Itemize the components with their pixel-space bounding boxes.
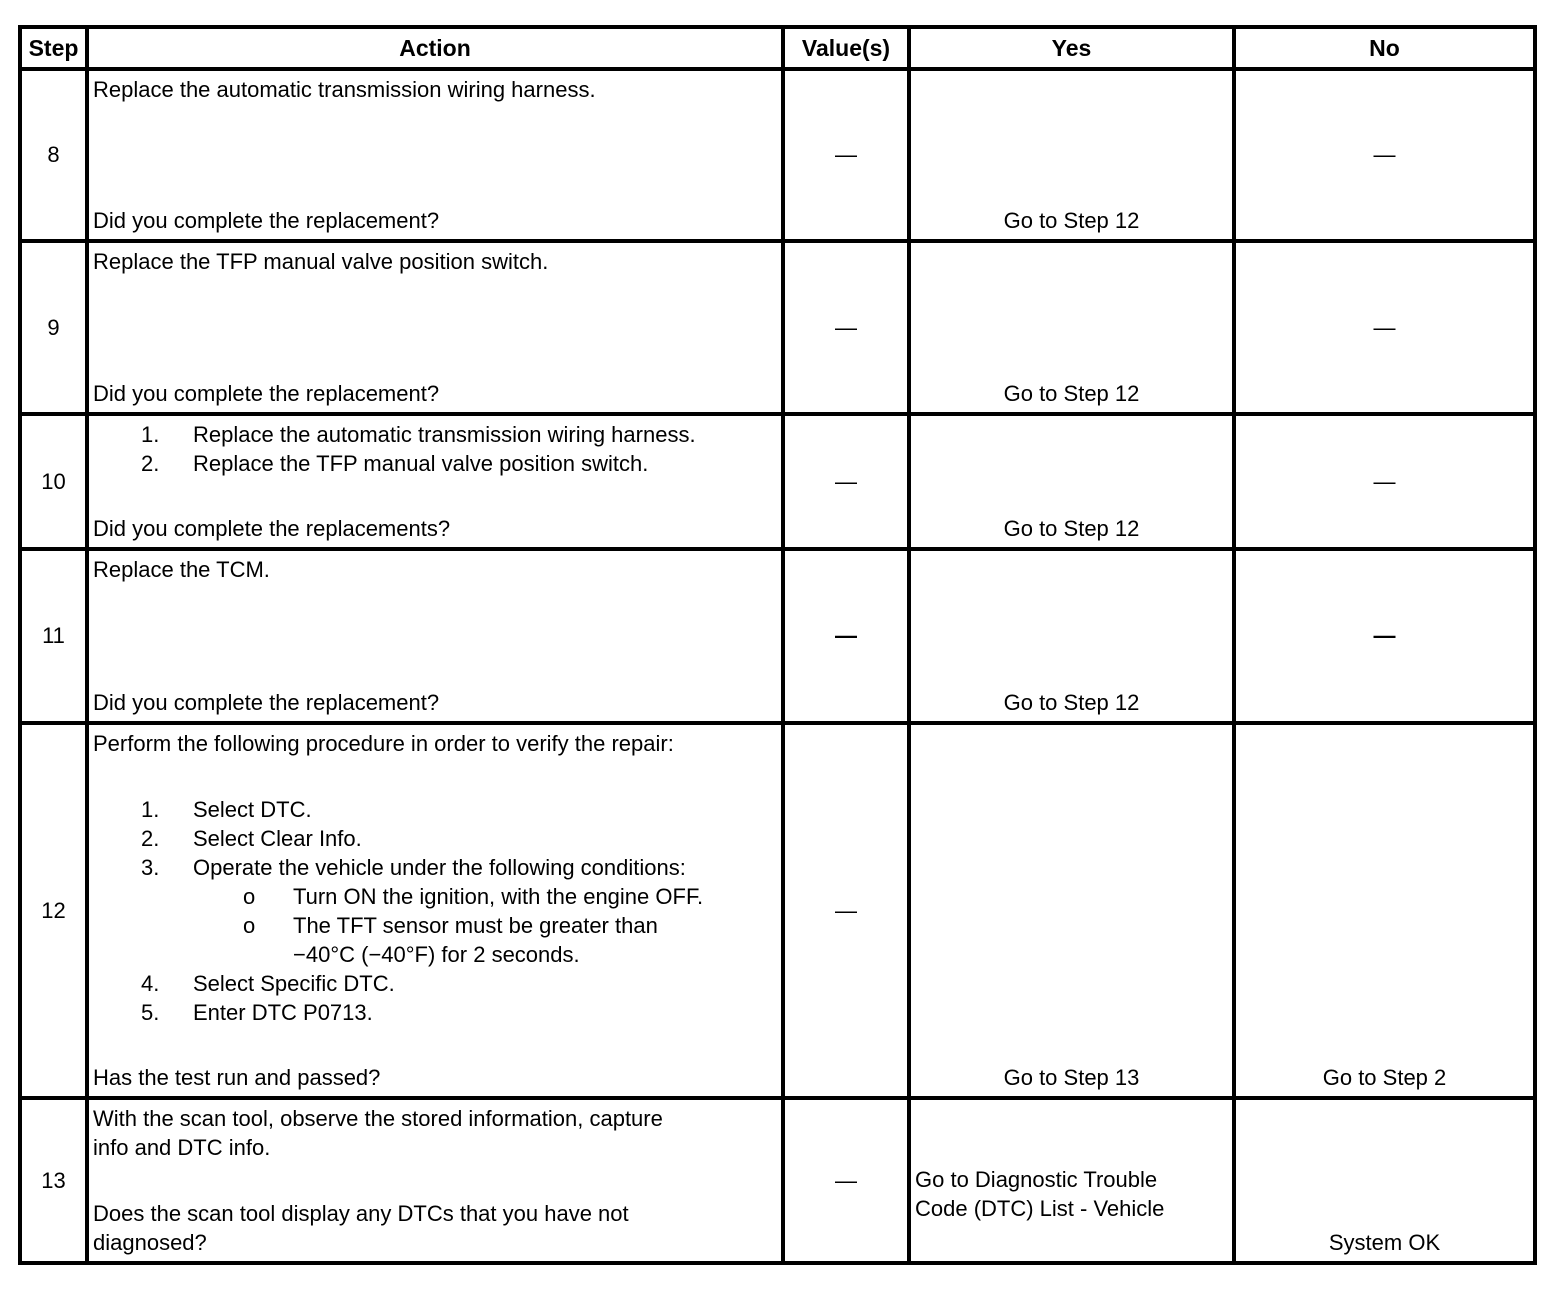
value-dash: — (835, 623, 857, 648)
step-number: 11 (20, 549, 87, 723)
header-yes: Yes (909, 27, 1234, 69)
list-item: 2. Replace the TFP manual valve position switch. (141, 451, 649, 476)
action-question: Did you complete the replacement? (93, 208, 440, 233)
table-row-step-8 (20, 69, 1535, 241)
no-cell (1234, 241, 1535, 414)
header-values: Value(s) (783, 27, 909, 69)
yes-cell (909, 69, 1234, 241)
action-list (93, 420, 777, 478)
list-item: 5. Enter DTC P0713. (141, 999, 373, 1025)
value-dash: — (835, 314, 857, 340)
step-number: 9 (20, 241, 87, 414)
yes-cell (909, 414, 1234, 549)
action-question: Has the test run and passed? (93, 1065, 381, 1090)
action-question: Does the scan tool display any DTCs that you have not diagnosed? (93, 1201, 629, 1255)
no-dash: — (1373, 142, 1396, 167)
no-cell (1234, 414, 1535, 549)
no-text: Go to Step 2 (1322, 1065, 1447, 1090)
action-question: Did you complete the replacement? (93, 381, 440, 406)
header-no: No (1234, 27, 1535, 69)
action-cell (87, 549, 783, 723)
no-dash: — (1373, 623, 1396, 648)
action-cell (87, 241, 783, 414)
action-cell (87, 414, 783, 549)
value-cell (783, 414, 909, 549)
yes-text: Go to Step 12 (1003, 690, 1140, 715)
header-row (20, 27, 1535, 69)
header-step: Step (20, 27, 87, 69)
action-text: Perform the following procedure in order to verify the repair: (93, 731, 674, 756)
list-item: 1. Select DTC. (141, 796, 312, 822)
table-row-step-12 (20, 723, 1535, 1098)
table-row-step-10 (20, 414, 1535, 549)
no-cell (1234, 723, 1535, 1098)
step-number: 13 (20, 1098, 87, 1263)
table-row-step-13 (20, 1098, 1535, 1263)
header-action: Action (87, 27, 783, 69)
value-dash: — (835, 897, 857, 923)
action-text: With the scan tool, observe the stored information, capture info and DTC info. (93, 1106, 663, 1160)
yes-text: Go to Step 13 (1003, 1065, 1140, 1090)
procedure-list (93, 795, 777, 1027)
action-question: Did you complete the replacements? (93, 516, 451, 541)
no-cell (1234, 549, 1535, 723)
step-number: 12 (20, 723, 87, 1098)
value-cell (783, 549, 909, 723)
step-number: 10 (20, 414, 87, 549)
no-dash: — (1373, 468, 1396, 494)
action-cell (87, 69, 783, 241)
value-cell (783, 1098, 909, 1263)
sub-list-item: o Turn ON the ignition, with the engine OFF. (243, 883, 704, 909)
no-dash: — (1373, 314, 1396, 340)
yes-cell (909, 549, 1234, 723)
yes-text: Go to Diagnostic Trouble Code (DTC) List - Vehicle (915, 1166, 1165, 1221)
yes-cell (909, 723, 1234, 1098)
yes-cell (909, 241, 1234, 414)
value-cell (783, 69, 909, 241)
action-cell (87, 1098, 783, 1263)
list-item: 1. Replace the automatic transmission wiring harness. (141, 422, 696, 447)
list-item: 2. Select Clear Info. (141, 825, 362, 851)
no-cell (1234, 1098, 1535, 1263)
action-cell (87, 723, 783, 1098)
action-text: Replace the TFP manual valve position switch. (93, 249, 549, 274)
yes-text: Go to Step 12 (1003, 381, 1140, 406)
value-cell (783, 723, 909, 1098)
yes-cell (909, 1098, 1234, 1263)
action-text: Replace the TCM. (93, 557, 270, 582)
value-dash: — (835, 142, 857, 167)
step-number: 8 (20, 69, 87, 241)
no-cell (1234, 69, 1535, 241)
list-item: 3. Operate the vehicle under the following conditions: (141, 854, 686, 880)
value-dash: — (835, 468, 857, 494)
diagnostic-table (18, 25, 1537, 1265)
action-question: Did you complete the replacement? (93, 690, 440, 715)
action-text: Replace the automatic transmission wiring harness. (93, 77, 596, 102)
value-dash: — (835, 1167, 857, 1193)
table-row-step-9 (20, 241, 1535, 414)
list-item: 4. Select Specific DTC. (141, 970, 395, 996)
yes-text: Go to Step 12 (1003, 516, 1140, 541)
yes-text: Go to Step 12 (1003, 208, 1140, 233)
no-text: System OK (1328, 1230, 1441, 1255)
value-cell (783, 241, 909, 414)
table-row-step-11 (20, 549, 1535, 723)
sub-list-item-continued: −40°C (−40°F) for 2 seconds. (293, 941, 580, 967)
sub-list-item: o The TFT sensor must be greater than (243, 912, 658, 938)
